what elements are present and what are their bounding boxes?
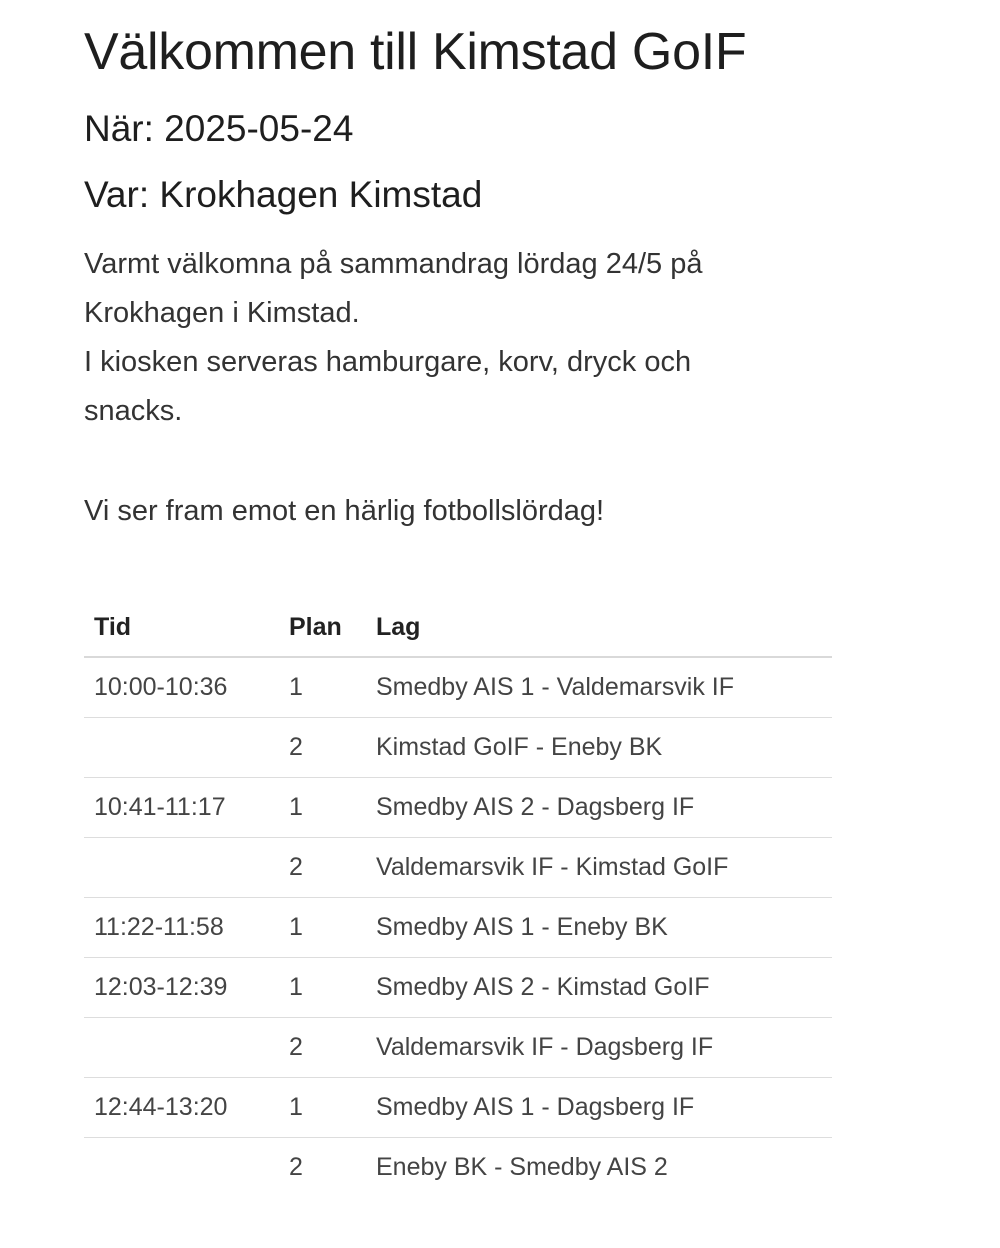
cell-plan: 1 (279, 898, 366, 958)
table-row (84, 898, 832, 958)
description-line: Varmt välkomna på sammandrag lördag 24/5 på (84, 248, 703, 280)
match-schedule-table (84, 598, 832, 1197)
event-location: Var: Krokhagen Kimstad (84, 174, 483, 215)
event-date: När: 2025-05-24 (84, 108, 354, 149)
cell-match: Eneby BK - Smedby AIS 2 (376, 1153, 668, 1181)
cell-match: Smedby AIS 1 - Dagsberg IF (366, 1078, 832, 1138)
cell-plan: 1 (279, 778, 366, 838)
table-row (84, 1078, 832, 1138)
description-line: I kiosken serveras hamburgare, korv, dryck och (84, 346, 692, 378)
cell-match: Valdemarsvik IF - Kimstad GoIF (366, 838, 832, 898)
cell-plan: 2 (289, 1153, 303, 1181)
cell-plan: 1 (279, 958, 366, 1018)
cell-match: Valdemarsvik IF - Dagsberg IF (366, 1018, 832, 1078)
table-row (84, 1138, 832, 1198)
table-row (84, 958, 832, 1018)
table-row (84, 838, 832, 898)
closing-text: Vi ser fram emot en härlig fotbollslördag! (84, 495, 605, 527)
cell-match: Smedby AIS 1 - Valdemarsvik IF (366, 657, 832, 718)
table-header-row (84, 598, 832, 657)
event-description (84, 240, 824, 436)
cell-time: 10:41-11:17 (84, 778, 279, 838)
cell-time: 11:22-11:58 (84, 898, 279, 958)
cell-time (84, 718, 279, 778)
column-header-team: Lag (366, 598, 832, 657)
table-row (84, 1018, 832, 1078)
cell-plan: 1 (279, 657, 366, 718)
description-line: snacks. (84, 395, 183, 427)
cell-time (84, 1138, 279, 1198)
cell-time: 10:00-10:36 (84, 657, 279, 718)
table-row (84, 778, 832, 838)
cell-match: Smedby AIS 2 - Kimstad GoIF (366, 958, 832, 1018)
cell-match: Smedby AIS 2 - Dagsberg IF (366, 778, 832, 838)
cell-match: Smedby AIS 1 - Eneby BK (366, 898, 832, 958)
cell-time (84, 838, 279, 898)
cell-plan: 2 (279, 718, 366, 778)
cell-plan: 2 (279, 838, 366, 898)
table-row (84, 718, 832, 778)
column-header-time: Tid (84, 598, 279, 657)
description-line: Krokhagen i Kimstad. (84, 297, 360, 329)
cell-match: Kimstad GoIF - Eneby BK (366, 718, 832, 778)
column-header-plan: Plan (279, 598, 366, 657)
cell-plan: 2 (279, 1018, 366, 1078)
page-title: Välkommen till Kimstad GoIF (84, 23, 747, 81)
table-row (84, 657, 832, 718)
cell-plan: 1 (279, 1078, 366, 1138)
cell-time: 12:44-13:20 (84, 1078, 279, 1138)
cell-time: 12:03-12:39 (84, 958, 279, 1018)
cell-time (84, 1018, 279, 1078)
